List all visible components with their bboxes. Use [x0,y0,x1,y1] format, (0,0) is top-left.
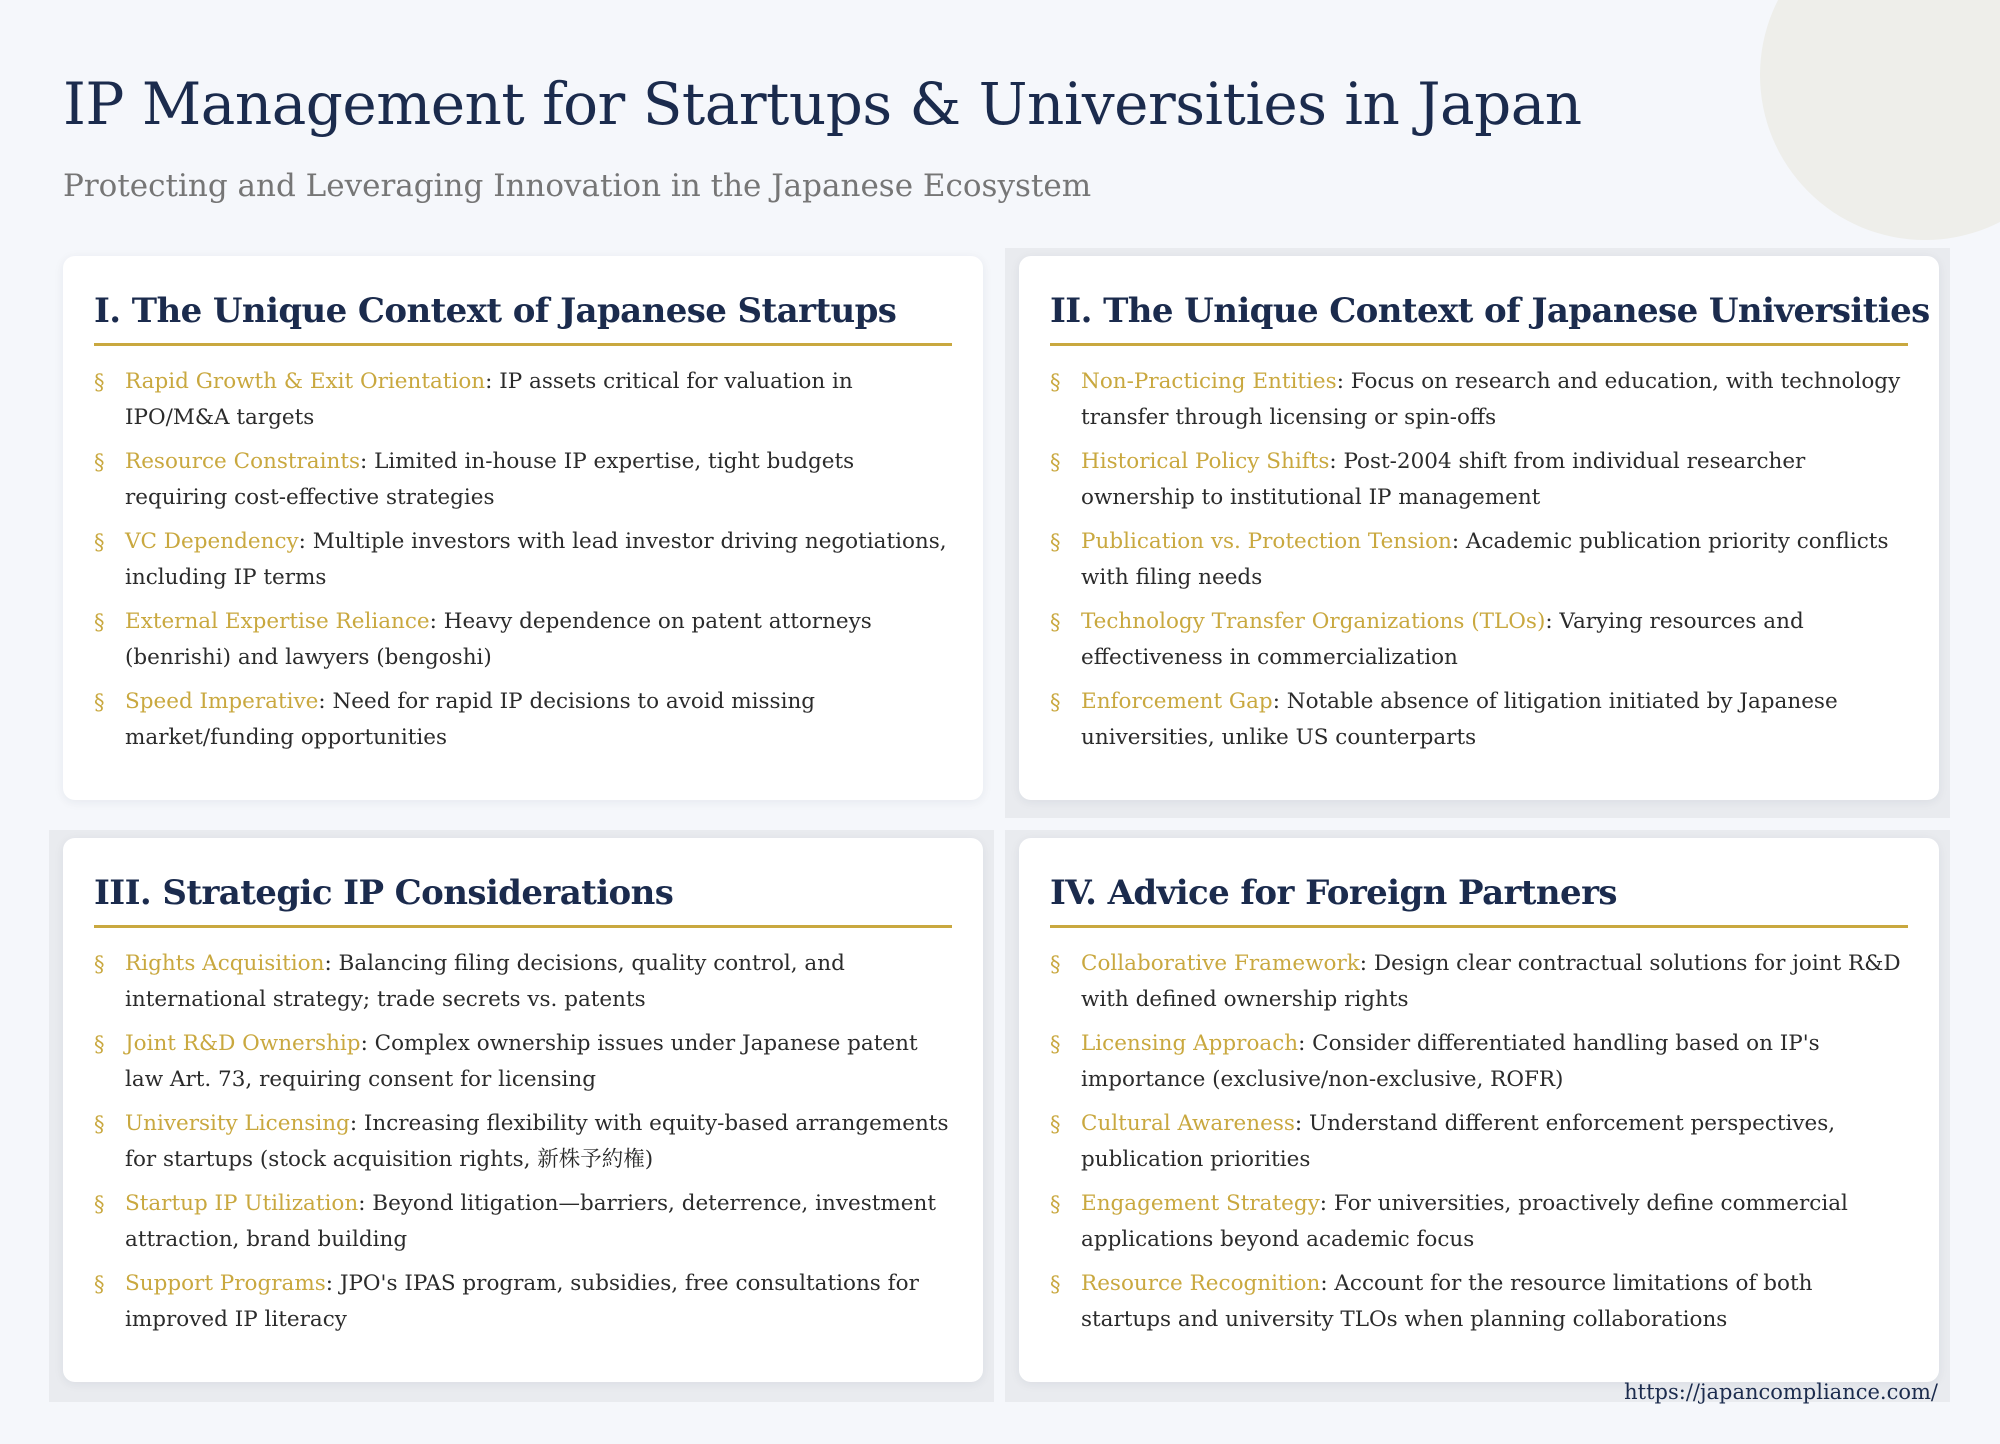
item-text: : Understand different enforcement perspectives, publication priorities [1081,1111,1836,1172]
page-subtitle: Protecting and Leveraging Innovation in the Japanese Ecosystem [63,168,1092,204]
list-item [94,946,952,1018]
list-item [1050,1106,1908,1178]
section-sign-icon: § [94,1272,105,1296]
item-text: : Heavy dependence on patent attorneys (benrishi) and lawyers (bengoshi) [125,609,872,670]
list-item [1050,684,1908,756]
list-item [94,684,952,756]
list-item [94,1106,952,1178]
list-item [1050,524,1908,596]
section-sign-icon: § [94,1192,105,1216]
item-text: : Balancing filing decisions, quality control, and international strategy; trade secrets vs. patents [125,951,845,1012]
list-item [1050,364,1908,436]
page-title: IP Management for Startups & Universities in Japan [63,70,1582,138]
section-sign-icon: § [1050,1032,1061,1056]
section-sign-icon: § [94,530,105,554]
source-link[interactable]: https://japancompliance.com/ [1624,1380,1938,1404]
list-item [1050,1266,1908,1338]
item-term: Joint R&D Ownership [125,1031,361,1056]
section-heading: III. Strategic IP Considerations [94,873,952,928]
item-text: : JPO's IPAS program, subsidies, free consultations for improved IP literacy [125,1271,919,1332]
section-heading: IV. Advice for Foreign Partners [1050,873,1908,928]
item-text: : Limited in-house IP expertise, tight budgets requiring cost-effective strategies [125,449,855,510]
section-sign-icon: § [94,1032,105,1056]
section-sign-icon: § [94,1112,105,1136]
section-sign-icon: § [94,370,105,394]
list-item [94,444,952,516]
item-text: : Academic publication priority conflicts with filing needs [1081,529,1889,590]
item-text: : Multiple investors with lead investor driving negotiations, including IP terms [125,529,947,590]
section-sign-icon: § [1050,530,1061,554]
item-term: Publication vs. Protection Tension [1081,529,1452,554]
section-sign-icon: § [1050,952,1061,976]
list-item [94,604,952,676]
item-term: Historical Policy Shifts [1081,449,1330,474]
section-sign-icon: § [1050,1192,1061,1216]
section-card-strategic [63,838,983,1382]
item-term: Licensing Approach [1081,1031,1299,1056]
item-term: Collaborative Framework [1081,951,1360,976]
section-sign-icon: § [94,450,105,474]
list-item [1050,1026,1908,1098]
section-card-universities [1019,256,1939,800]
list-item [94,524,952,596]
section-sign-icon: § [94,610,105,634]
section-heading: II. The Unique Context of Japanese Universities [1050,291,1908,346]
section-card-startups [63,256,983,800]
item-text: : Design clear contractual solutions for joint R&D with defined ownership rights [1081,951,1901,1012]
item-term: University Licensing [125,1111,350,1136]
item-text: : Notable absence of litigation initiated by Japanese universities, unlike US counterparts [1081,689,1838,750]
item-term: Rapid Growth & Exit Orientation [125,369,486,394]
section-list [94,946,952,1338]
section-sign-icon: § [1050,690,1061,714]
item-text: : Complex ownership issues under Japanese patent law Art. 73, requiring consent for licensing [125,1031,918,1092]
list-item [94,1266,952,1338]
list-item [1050,1186,1908,1258]
section-list [1050,364,1908,756]
list-item [1050,946,1908,1018]
item-term: Resource Constraints [125,449,361,474]
list-item [94,1026,952,1098]
list-item [1050,444,1908,516]
item-term: Enforcement Gap [1081,689,1273,714]
section-sign-icon: § [1050,610,1061,634]
decorative-circle [1760,0,2000,240]
item-term: Support Programs [125,1271,326,1296]
item-text: : Post-2004 shift from individual researcher ownership to institutional IP management [1081,449,1806,510]
item-text: : Varying resources and effectiveness in commercialization [1081,609,1804,670]
item-text: : Focus on research and education, with technology transfer through licensing or spin-offs [1081,369,1901,430]
list-item [94,364,952,436]
section-sign-icon: § [94,952,105,976]
item-term: Startup IP Utilization [125,1191,359,1216]
item-term: Technology Transfer Organizations (TLOs) [1081,609,1546,634]
item-term: Non-Practicing Entities [1081,369,1337,394]
item-term: Cultural Awareness [1081,1111,1295,1136]
item-text: : Need for rapid IP decisions to avoid missing market/funding opportunities [125,689,816,750]
section-sign-icon: § [1050,1112,1061,1136]
item-term: Resource Recognition [1081,1271,1321,1296]
item-term: VC Dependency [125,529,299,554]
section-heading: I. The Unique Context of Japanese Startups [94,291,952,346]
list-item [94,1186,952,1258]
section-card-foreign-partners [1019,838,1939,1382]
item-text: : Beyond litigation—barriers, deterrence, investment attraction, brand building [125,1191,936,1252]
section-sign-icon: § [1050,1272,1061,1296]
item-text: : Account for the resource limitations of both startups and university TLOs when planning collaborations [1081,1271,1813,1332]
item-term: External Expertise Reliance [125,609,430,634]
item-text: : Consider differentiated handling based on IP's importance (exclusive/non-exclusive, ROFR) [1081,1031,1820,1092]
item-term: Engagement Strategy [1081,1191,1320,1216]
item-term: Rights Acquisition [125,951,325,976]
item-text: : IP assets critical for valuation in IPO/M&A targets [125,369,853,430]
section-sign-icon: § [1050,450,1061,474]
item-term: Speed Imperative [125,689,319,714]
section-list [94,364,952,756]
item-text: : Increasing flexibility with equity-based arrangements for startups (stock acquisition rights, 新株予約権) [125,1111,949,1172]
list-item [1050,604,1908,676]
item-text: : For universities, proactively define commercial applications beyond academic focus [1081,1191,1848,1252]
section-list [1050,946,1908,1338]
section-sign-icon: § [94,690,105,714]
section-sign-icon: § [1050,370,1061,394]
